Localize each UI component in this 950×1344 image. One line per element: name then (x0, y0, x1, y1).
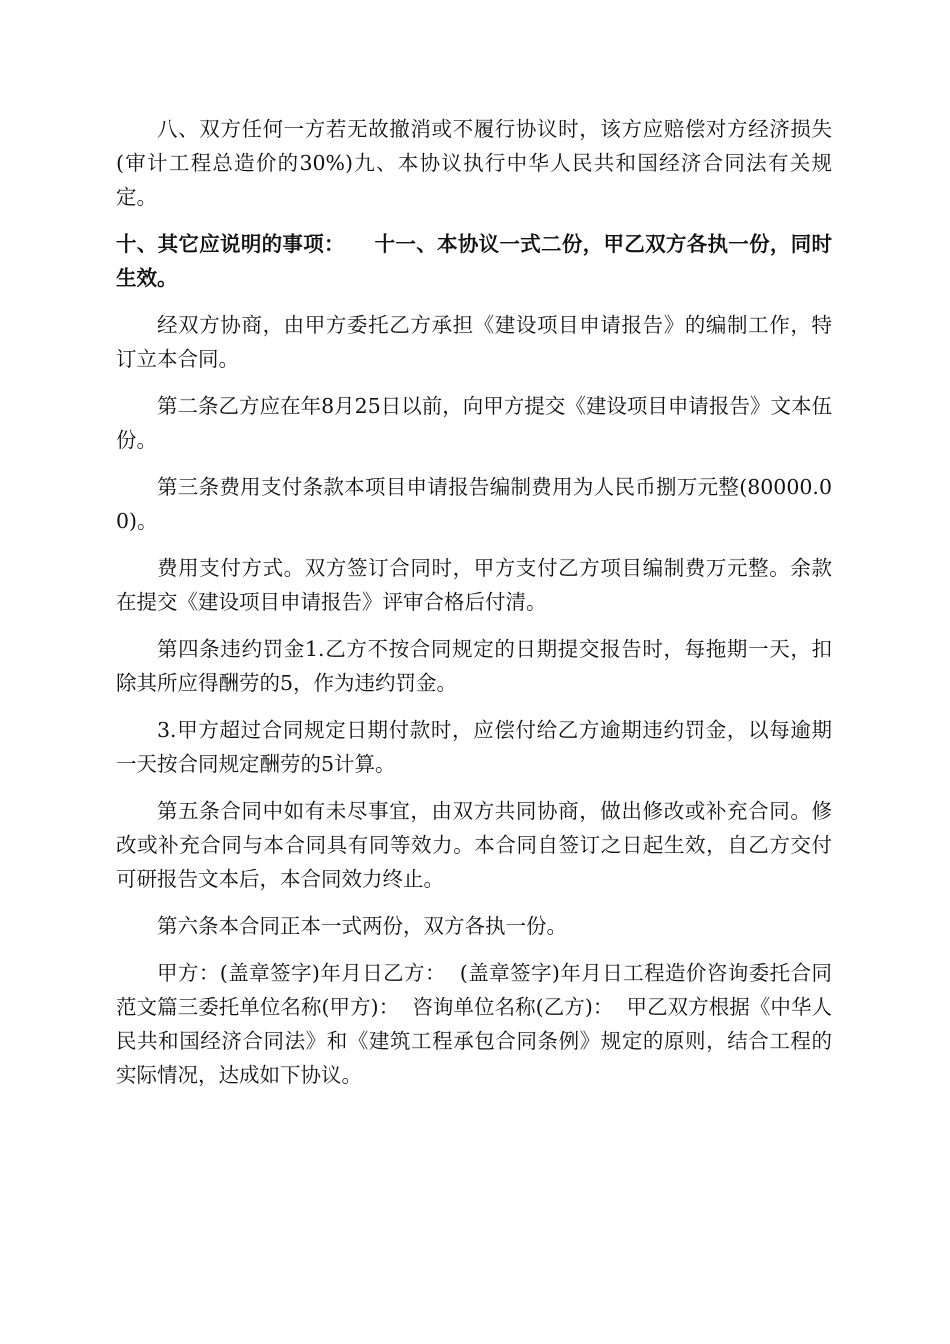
paragraph-payment-method: 费用支付方式。双方签订合同时，甲方支付乙方项目编制费万元整。余款在提交《建设项目申请报告》评审合格后付清。 (116, 556, 832, 614)
paragraph-clause-4-3: 3.甲方超过合同规定日期付款时，应偿付给乙方逾期违约罚金，以每逾期一天按合同规定酬劳的5计算。 (116, 718, 832, 776)
document-page (116, 112, 832, 1105)
paragraph-clause-2: 第二条乙方应在年8月25日以前，向甲方提交《建设项目申请报告》文本伍份。 (116, 394, 832, 452)
paragraph-article-10-11: 十、其它应说明的事项： 十一、本协议一式二份，甲乙双方各执一份，同时生效。 (116, 232, 832, 290)
paragraph-clause-4: 第四条违约罚金1.乙方不按合同规定的日期提交报告时，每拖期一天，扣除其所应得酬劳的5，作为违约罚金。 (116, 637, 832, 695)
paragraph-clause-5: 第五条合同中如有未尽事宜，由双方共同协商，做出修改或补充合同。修改或补充合同与本合同具有同等效力。本合同自签订之日起生效，自乙方交付可研报告文本后，本合同效力终止。 (116, 799, 832, 891)
paragraph-signatures: 甲方：(盖章签字)年月日乙方： (盖章签字)年月日工程造价咨询委托合同范文篇三委托单位名称(甲方)： 咨询单位名称(乙方)： 甲乙双方根据《中华人民共和国经济合同法》和《建筑工程承包合同条例》规定的原则，结合工程的实际情况，达成如下协议。 (116, 961, 832, 1087)
paragraph-clause-6: 第六条本合同正本一式两份，双方各执一份。 (157, 914, 567, 938)
paragraph-clause-3: 第三条费用支付条款本项目申请报告编制费用为人民币捌万元整(80000.00)。 (116, 475, 832, 533)
paragraph-article-8-9: 八、双方任何一方若无故撤消或不履行协议时，该方应赔偿对方经济损失(审计工程总造价的30%)九、本协议执行中华人民共和国经济合同法有关规定。 (116, 117, 832, 209)
paragraph-intro: 经双方协商，由甲方委托乙方承担《建设项目申请报告》的编制工作，特订立本合同。 (116, 313, 832, 371)
